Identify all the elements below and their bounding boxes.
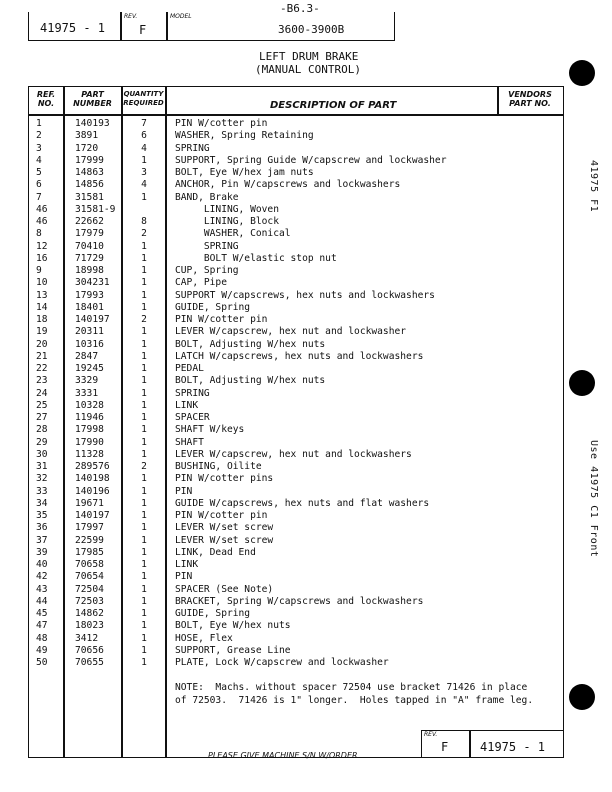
row-part-number: 22599 [75,534,104,546]
row-description: SHAFT [175,436,204,448]
row-ref: 10 [36,277,48,289]
bottom-box-divider [469,730,471,757]
bottom-rev-value: F [441,740,449,754]
row-part-number: 18998 [75,265,104,276]
row-ref: 12 [36,240,48,252]
row-description: LEVER W/capscrew, hex nut and lockwashers [175,448,412,460]
row-description: LEVER W/set screw [175,534,274,546]
col-header-qty: QUANTITY REQUIRED [123,90,164,107]
row-quantity: 6 [141,130,147,142]
row-quantity: 1 [141,644,147,656]
row-part-number: 17997 [75,522,104,534]
row-quantity: 4 [141,179,147,191]
binder-hole-top [569,60,595,86]
row-ref: 3 [36,142,42,154]
row-ref: 23 [36,375,48,387]
row-description: SPRING [175,142,210,154]
row-part-number: 17985 [75,546,104,558]
row-quantity: 8 [141,216,147,227]
top-part-id: 41975 - 1 [40,21,106,35]
row-part-number: 3331 [75,387,99,399]
row-part-number: 70655 [75,657,104,668]
top-rev-value: F [139,23,147,37]
row-part-number: 18401 [75,301,104,313]
row-description: GUIDE, Spring [175,301,251,313]
row-description: BOLT, Adjusting W/hex nuts [175,338,326,350]
table-header-rule [28,114,564,116]
row-part-number: 17990 [75,436,104,448]
row-description: BRACKET, Spring W/capscrews and lockwashers [175,595,424,607]
row-ref: 1 [36,118,42,129]
row-part-number: 31581 [75,191,104,203]
col-header-desc: DESCRIPTION OF PART [270,100,397,111]
row-part-number: 14856 [75,179,104,191]
row-description: BAND, Brake [175,191,239,203]
row-quantity: 1 [141,632,147,644]
row-description: LEVER W/set screw [175,522,274,534]
row-part-number: 17999 [75,154,104,166]
top-rev-label: REV. [124,13,138,20]
row-ref: 30 [36,448,48,460]
row-description: ANCHOR, Pin W/capscrews and lockwashers [175,179,401,191]
row-ref: 22 [36,363,48,374]
row-part-number: 3329 [75,375,99,387]
row-quantity: 1 [141,326,147,338]
row-ref: 50 [36,657,48,668]
row-description: CAP, Pipe [175,277,227,289]
row-ref: 35 [36,510,48,521]
row-quantity: 1 [141,301,147,313]
row-description: SHAFT W/keys [175,424,245,436]
row-ref: 39 [36,546,48,558]
row-quantity: 7 [141,118,147,129]
row-part-number: 19671 [75,497,104,509]
col-line-1 [63,86,65,757]
row-part-number: 140197 [75,510,110,521]
top-model-value: 3600-3900B [278,23,345,36]
row-part-number: 10316 [75,338,104,350]
row-ref: 19 [36,326,48,338]
row-part-number: 304231 [75,277,110,289]
margin-stamp-middle: Use 41975 C1 Front [588,440,599,558]
row-part-number: 70658 [75,559,104,570]
row-ref: 27 [36,412,48,423]
row-description: SUPPORT, Grease Line [175,644,291,656]
row-description: GUIDE, Spring [175,608,251,619]
row-ref: 46 [36,203,48,215]
row-part-number: 3891 [75,130,99,142]
row-quantity: 1 [141,546,147,558]
row-ref: 32 [36,473,48,485]
row-quantity: 1 [141,289,147,301]
col-header-part: PART NUMBER [73,90,112,108]
row-quantity: 2 [141,461,147,472]
row-part-number: 140196 [75,485,110,497]
row-part-number: 11328 [75,448,104,460]
row-quantity: 1 [141,620,147,632]
row-quantity: 1 [141,583,147,595]
row-ref: 16 [36,252,48,264]
row-quantity: 2 [141,314,147,325]
row-part-number: 11946 [75,412,104,423]
row-ref: 49 [36,644,48,656]
top-box-divider-2 [166,12,168,41]
row-description: PEDAL [175,363,204,374]
row-part-number: 2847 [75,350,99,362]
row-ref: 34 [36,497,48,509]
note-line-1: NOTE: Machs. without spacer 72504 use bracket 71426 in place [175,682,528,693]
row-ref: 40 [36,559,48,570]
row-description: PLATE, Lock W/capscrew and lockwasher [175,657,389,668]
row-quantity: 1 [141,497,147,509]
row-description: PIN [175,571,193,583]
col-line-2 [121,86,123,757]
row-quantity: 1 [141,510,147,521]
row-description: PIN [175,485,193,497]
row-ref: 48 [36,632,48,644]
binder-hole-middle [569,370,595,396]
note-line-2: of 72503. 71426 is 1" longer. Holes tapped in "A" frame leg. [175,695,534,706]
row-quantity: 3 [141,167,147,178]
row-quantity: 1 [141,534,147,546]
row-part-number: 20311 [75,326,104,338]
row-description: LATCH W/capscrews, hex nuts and lockwashers [175,350,424,362]
row-description: WASHER, Spring Retaining [175,130,314,142]
row-ref: 13 [36,289,48,301]
row-description: LEVER W/capscrew, hex nut and lockwasher [175,326,407,338]
row-description: PIN W/cotter pin [175,118,268,129]
row-part-number: 3412 [75,632,99,644]
row-part-number: 140197 [75,314,110,325]
footer-text: PLEASE GIVE MACHINE S/N W/ORDER [208,751,358,760]
row-quantity: 1 [141,424,147,436]
row-description: BOLT, Eye W/hex nuts [175,620,291,632]
row-quantity: 1 [141,338,147,350]
row-description: SPACER (See Note) [175,583,274,595]
bottom-rev-label: REV. [424,731,438,738]
bottom-part-id: 41975 - 1 [480,740,546,754]
row-description: BUSHING, Oilite [175,461,262,472]
row-ref: 9 [36,265,42,276]
row-ref: 46 [36,216,48,227]
row-ref: 29 [36,436,48,448]
row-part-number: 17998 [75,424,104,436]
row-part-number: 70656 [75,644,104,656]
row-description: CUP, Spring [175,265,239,276]
row-ref: 14 [36,301,48,313]
section-title: LEFT DRUM BRAKE [259,50,359,63]
row-part-number: 70654 [75,571,104,583]
row-quantity: 1 [141,657,147,668]
row-ref: 42 [36,571,48,583]
row-quantity: 1 [141,485,147,497]
row-part-number: 140193 [75,118,110,129]
row-ref: 18 [36,314,48,325]
row-ref: 5 [36,167,42,178]
row-part-number: 71729 [75,252,104,264]
row-quantity: 1 [141,191,147,203]
row-ref: 37 [36,534,48,546]
row-part-number: 70410 [75,240,104,252]
row-quantity: 1 [141,412,147,423]
row-ref: 33 [36,485,48,497]
row-description: LINING, Woven [175,203,279,215]
row-ref: 6 [36,179,42,191]
row-part-number: 18023 [75,620,104,632]
row-ref: 45 [36,608,48,619]
col-header-vendors: VENDORS PART NO. [508,90,552,108]
row-description: BOLT, Eye W/hex jam nuts [175,167,314,178]
row-quantity: 1 [141,571,147,583]
row-quantity: 1 [141,350,147,362]
row-description: BOLT, Adjusting W/hex nuts [175,375,326,387]
footer-rule-left [63,757,203,758]
row-part-number: 31581-9 [75,203,116,215]
row-description: HOSE, Flex [175,632,233,644]
row-quantity: 2 [141,228,147,240]
row-ref: 43 [36,583,48,595]
row-quantity: 1 [141,448,147,460]
row-quantity: 1 [141,240,147,252]
row-description: GUIDE W/capscrews, hex nuts and flat washers [175,497,430,509]
row-ref: 47 [36,620,48,632]
row-quantity: 1 [141,154,147,166]
row-part-number: 140198 [75,473,110,485]
row-ref: 7 [36,191,42,203]
row-ref: 25 [36,399,48,411]
row-quantity: 1 [141,436,147,448]
row-quantity: 4 [141,142,147,154]
row-description: SPRING [175,240,239,252]
row-description: PIN W/cotter pin [175,510,268,521]
row-quantity: 1 [141,265,147,276]
row-ref: 31 [36,461,48,472]
row-quantity: 1 [141,473,147,485]
row-ref: 44 [36,595,48,607]
row-ref: 20 [36,338,48,350]
row-part-number: 14863 [75,167,104,178]
row-ref: 28 [36,424,48,436]
row-part-number: 1720 [75,142,99,154]
top-box-divider-1 [120,12,122,41]
row-quantity: 1 [141,277,147,289]
row-part-number: 22662 [75,216,104,227]
row-quantity: 1 [141,399,147,411]
row-description: LINK [175,559,199,570]
col-header-ref: REF. NO. [36,90,56,108]
row-part-number: 14862 [75,608,104,619]
row-quantity: 1 [141,595,147,607]
binder-hole-bottom [569,684,595,710]
row-ref: 4 [36,154,42,166]
row-description: SUPPORT W/capscrews, hex nuts and lockwashers [175,289,435,301]
row-part-number: 19245 [75,363,104,374]
row-description: WASHER, Conical [175,228,291,240]
row-part-number: 72503 [75,595,104,607]
row-ref: 8 [36,228,42,240]
row-part-number: 72504 [75,583,104,595]
row-description: LINK, Dead End [175,546,256,558]
row-description: BOLT W/elastic stop nut [175,252,337,264]
row-description: LINK [175,399,199,411]
row-part-number: 17993 [75,289,104,301]
row-ref: 21 [36,350,48,362]
row-description: SPACER [175,412,210,423]
row-quantity: 1 [141,559,147,570]
section-subtitle: (MANUAL CONTROL) [255,63,361,76]
row-description: PIN W/cotter pin [175,314,268,325]
row-part-number: 289576 [75,461,110,472]
row-description: SUPPORT, Spring Guide W/capscrew and lockwasher [175,154,447,166]
row-quantity: 1 [141,387,147,399]
footer-rule-right [375,757,421,758]
row-part-number: 10328 [75,399,104,411]
row-ref: 24 [36,387,48,399]
top-model-label: MODEL [170,13,192,20]
row-quantity: 1 [141,522,147,534]
row-part-number: 17979 [75,228,104,240]
col-line-3 [165,86,167,757]
row-ref: 36 [36,522,48,534]
row-quantity: 1 [141,252,147,264]
row-description: SPRING [175,387,210,399]
row-description: LINING, Block [175,216,279,227]
page-number: -B6.3- [280,2,320,15]
row-ref: 2 [36,130,42,142]
row-quantity: 1 [141,363,147,374]
row-description: PIN W/cotter pins [175,473,274,485]
row-quantity: 1 [141,375,147,387]
row-quantity: 1 [141,608,147,619]
margin-stamp-top: 41975 F1 [588,160,599,213]
